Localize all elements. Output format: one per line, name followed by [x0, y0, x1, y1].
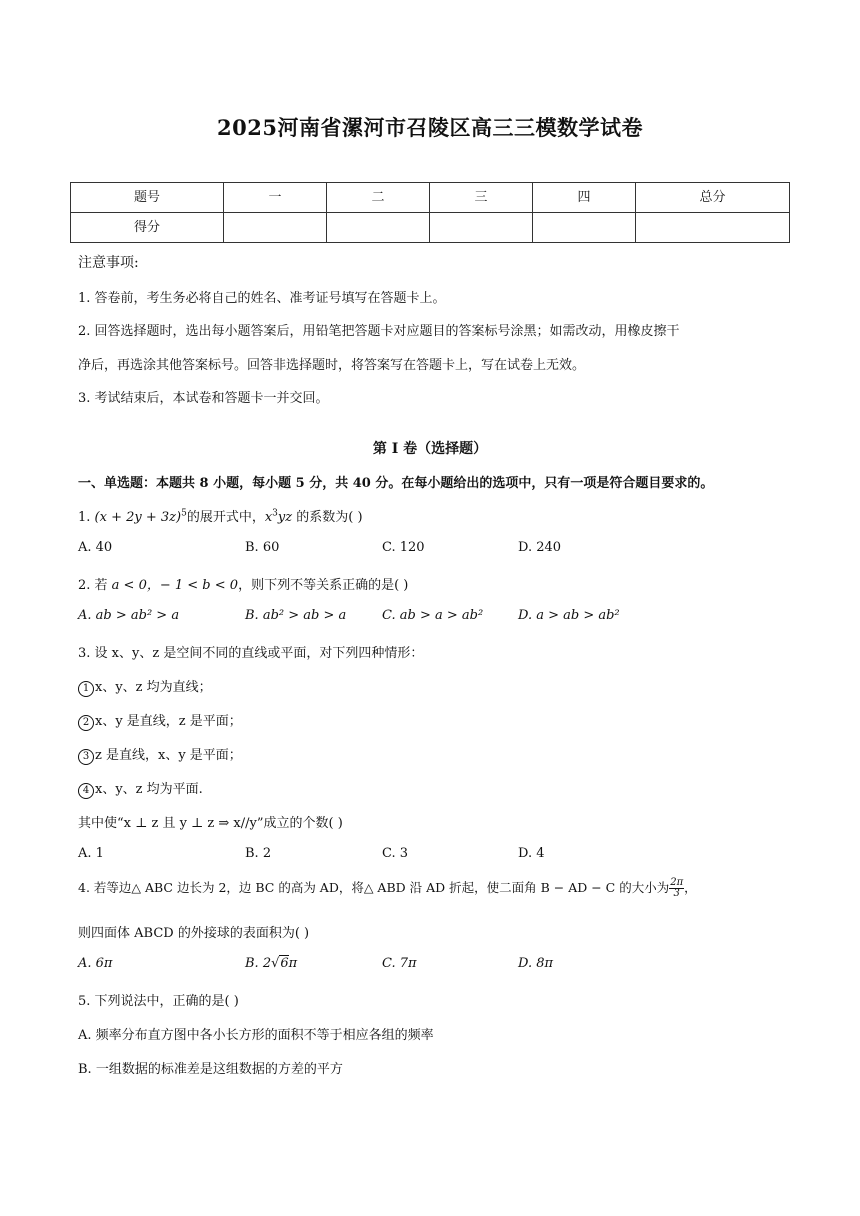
note-item: 净后，再选涂其他答案标号。回答非选择题时，将答案写在答题卡上，写在试卷上无效。 — [78, 358, 586, 373]
q3-question: 其中使“x ⊥ z 且 y ⊥ z ⇒ x//y”成立的个数( ) — [78, 816, 343, 831]
score-table-score-row — [71, 213, 790, 243]
q4-option-b[interactable]: B. 2√6π — [245, 956, 298, 971]
q4-frac-den: 3 — [673, 888, 680, 899]
q2-prefix: 2. 若 — [78, 578, 112, 593]
score-cell[interactable] — [327, 213, 430, 243]
q3-option-d[interactable]: D. 4 — [518, 846, 545, 861]
q3-option-b[interactable]: B. 2 — [245, 846, 272, 861]
circled-number: 3 — [78, 749, 94, 765]
question-3-stem: 3. 设 x、y、z 是空间不同的直线或平面，对下列四种情形： — [78, 646, 424, 661]
q4-line1-end: ， — [684, 880, 697, 895]
q3-option-c[interactable]: C. 3 — [382, 846, 409, 861]
question-4-line1 — [78, 878, 697, 899]
question-4-line2: 则四面体 ABCD 的外接球的表面积为( ) — [78, 926, 310, 941]
q4-option-d[interactable]: D. 8π — [518, 956, 554, 971]
score-row-label: 得分 — [71, 213, 224, 243]
q1-suffix: 的系数为( ) — [292, 510, 363, 525]
q4-opt-b-radicand: 6 — [280, 956, 289, 971]
q2-option-a[interactable]: A. ab > ab² > a — [78, 608, 180, 623]
q2-option-b[interactable]: B. ab² > ab > a — [245, 608, 347, 623]
question-1 — [78, 506, 363, 525]
circled-number: 2 — [78, 715, 94, 731]
q2-suffix: ，则下列不等关系正确的是( ) — [238, 578, 409, 593]
q1-mid: 的展开式中， — [186, 510, 265, 525]
q3-case-text: x、y、z 均为平面. — [95, 782, 203, 797]
q3-option-a[interactable]: A. 1 — [78, 846, 104, 861]
circled-number: 1 — [78, 681, 94, 697]
section-heading: 一、单选题：本题共 8 小题，每小题 5 分，共 40 分。在每小题给出的选项中，只有一项是符合题目要求的。 — [78, 476, 714, 491]
score-table — [70, 182, 790, 243]
q1-option-d[interactable]: D. 240 — [518, 540, 562, 555]
q1-prefix: 1. — [78, 510, 95, 525]
q1-exp: 5 — [181, 508, 187, 519]
q1-option-b[interactable]: B. 60 — [245, 540, 280, 555]
q4-fraction — [669, 878, 684, 899]
score-header-cell: 二 — [327, 183, 430, 213]
q3-case-text: x、y、z 均为直线； — [95, 680, 212, 695]
note-item: 3. 考试结束后，本试卷和答题卡一并交回。 — [78, 391, 329, 406]
q5-option-b[interactable]: B. 一组数据的标准差是这组数据的方差的平方 — [78, 1062, 343, 1077]
q1-term-rest: yz — [277, 510, 293, 525]
q1-option-a[interactable]: A. 40 — [78, 540, 113, 555]
score-cell[interactable] — [224, 213, 327, 243]
question-2 — [78, 574, 408, 593]
q4-option-c[interactable]: C. 7π — [382, 956, 417, 971]
q2-option-d[interactable]: D. a > ab > ab² — [518, 608, 620, 623]
score-cell[interactable] — [533, 213, 636, 243]
q4-option-a[interactable]: A. 6π — [78, 956, 113, 971]
section-title: 第 I 卷（选择题） — [372, 441, 488, 457]
notes-title: 注意事项: — [78, 255, 139, 271]
q3-case — [78, 710, 242, 731]
score-table-header-row — [71, 183, 790, 213]
q4-opt-b-pre: B. 2 — [245, 956, 272, 971]
q1-term: x — [264, 510, 273, 525]
q4-frac-num: 2π — [670, 877, 684, 888]
q3-case — [78, 778, 203, 799]
q1-option-c[interactable]: C. 120 — [382, 540, 425, 555]
circled-number: 4 — [78, 783, 94, 799]
q3-case — [78, 676, 212, 697]
q4-opt-b-post: π — [288, 956, 298, 971]
score-header-cell: 总分 — [636, 183, 790, 213]
score-header-cell: 题号 — [71, 183, 224, 213]
q5-option-a[interactable]: A. 频率分布直方图中各小长方形的面积不等于相应各组的频率 — [78, 1028, 434, 1043]
note-item: 2. 回答选择题时，选出每小题答案后，用铅笔把答题卡对应题目的答案标号涂黑；如需改动，用橡皮擦干 — [78, 324, 680, 339]
q3-case-text: x、y 是直线，z 是平面； — [95, 714, 242, 729]
question-5-stem: 5. 下列说法中，正确的是( ) — [78, 994, 239, 1009]
score-header-cell: 三 — [430, 183, 533, 213]
note-item: 1. 答卷前，考生务必将自己的姓名、准考证号填写在答题卡上。 — [78, 291, 446, 306]
q3-case-text: z 是直线，x、y 是平面； — [95, 748, 242, 763]
exam-title: 2025河南省漯河市召陵区高三三模数学试卷 — [217, 115, 643, 140]
q3-case — [78, 744, 242, 765]
q1-expr: (x + 2y + 3z) — [94, 510, 182, 525]
q1-term-exp: 3 — [272, 508, 278, 519]
score-cell[interactable] — [430, 213, 533, 243]
score-cell[interactable] — [636, 213, 790, 243]
q4-line1: 4. 若等边△ ABC 边长为 2，边 BC 的高为 AD，将△ ABD 沿 AD 折起，使二面角 B − AD − C 的大小为 — [78, 880, 670, 895]
score-header-cell: 一 — [224, 183, 327, 213]
score-header-cell: 四 — [533, 183, 636, 213]
q2-cond: a < 0，− 1 < b < 0 — [111, 578, 239, 593]
q2-option-c[interactable]: C. ab > a > ab² — [382, 608, 484, 623]
